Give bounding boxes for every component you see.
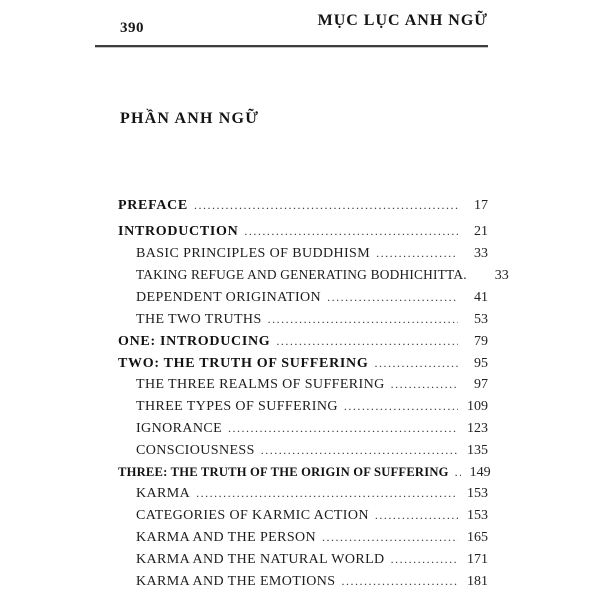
toc-entry-label: INTRODUCTION: [118, 223, 239, 239]
dot-leader: [196, 483, 458, 505]
toc-entry-page: 79: [474, 333, 488, 349]
toc-entry: [118, 195, 488, 217]
dot-leader: [455, 462, 461, 484]
dot-leader: [327, 287, 458, 309]
toc-entry-page: 153: [467, 486, 488, 502]
toc-entry: [118, 353, 488, 375]
toc-entry-label: ONE: INTRODUCING: [118, 333, 271, 349]
toc-entry-page: 109: [467, 399, 488, 415]
toc-entry-page: 21: [474, 223, 488, 239]
dot-leader: [344, 396, 458, 418]
toc-entry: [118, 243, 488, 265]
dot-leader: [374, 353, 458, 375]
dot-leader: [268, 309, 458, 331]
dot-leader: [391, 374, 458, 396]
toc-entry-page: 17: [474, 198, 488, 213]
toc-entry: [118, 527, 488, 549]
toc-entry: [118, 505, 488, 527]
toc-entry-label: PREFACE: [118, 198, 188, 213]
toc-entry-page: 181: [467, 573, 488, 589]
dot-leader: [228, 418, 458, 440]
toc-entry: [118, 331, 488, 353]
toc-entry-page: 153: [467, 508, 488, 524]
toc-entry-label: IGNORANCE: [136, 420, 223, 436]
section-heading: PHẦN ANH NGỮ: [120, 110, 260, 127]
toc-entry: [118, 287, 488, 309]
toc-entry-label: KARMA AND THE PERSON: [136, 529, 317, 545]
toc-entry: [118, 309, 488, 331]
toc-entry: [118, 440, 488, 462]
toc-entry-page: 97: [474, 377, 488, 393]
toc-entry: [118, 571, 488, 593]
toc-entry-label: KARMA AND THE EMOTIONS: [136, 573, 336, 589]
toc-entry-label: KARMA: [136, 486, 191, 502]
dot-leader: [342, 571, 459, 593]
toc-entry-label: CATEGORIES OF KARMIC ACTION: [136, 508, 369, 524]
page-number: 390: [120, 20, 144, 36]
toc-entry-page: 95: [474, 355, 488, 371]
toc-entry-page: 41: [474, 290, 488, 306]
toc-entry-page: 33: [494, 268, 509, 284]
toc-entry: [118, 549, 488, 571]
toc-entry-page: 53: [474, 311, 488, 327]
toc-entry-label: THREE: THE TRUTH OF THE ORIGIN OF SUFFERING: [118, 464, 449, 479]
toc-entry: [118, 462, 491, 484]
toc-entry: [118, 374, 488, 396]
dot-leader: [391, 549, 458, 571]
toc-entry-page: 123: [467, 420, 488, 436]
toc-entry: [118, 483, 488, 505]
dot-leader: [261, 440, 458, 462]
toc-entry-label: THREE TYPES OF SUFFERING: [136, 399, 338, 415]
toc-entry: [118, 396, 488, 418]
toc-entry-page: 149: [469, 464, 491, 480]
toc-entry: [118, 264, 509, 287]
dot-leader: [375, 505, 458, 527]
toc-entry: [118, 418, 488, 440]
toc-entry-label: KARMA AND THE NATURAL WORLD: [136, 551, 385, 567]
table-of-contents: [118, 195, 509, 592]
toc-entry-label: DEPENDENT ORIGINATION: [136, 290, 322, 306]
dot-leader: [194, 195, 458, 217]
toc-entry: [118, 221, 488, 243]
dot-leader: [322, 527, 458, 549]
header-rule: [95, 45, 488, 47]
toc-entry-label: TAKING REFUGE AND GENERATING BODHICHITTA.: [136, 267, 467, 283]
toc-entry-label: THE THREE REALMS OF SUFFERING: [136, 377, 385, 393]
toc-entry-label: TWO: THE TRUTH OF SUFFERING: [118, 355, 369, 371]
toc-entry-page: 33: [474, 245, 488, 261]
toc-entry-label: CONSCIOUSNESS: [136, 442, 255, 458]
dot-leader: [244, 221, 458, 243]
dot-leader: [276, 331, 458, 353]
toc-entry-label: THE TWO TRUTHS: [136, 311, 262, 327]
running-header-title: MỤC LỤC ANH NGỮ: [317, 12, 488, 29]
toc-entry-page: 171: [467, 551, 488, 567]
dot-leader: [376, 243, 458, 265]
toc-entry-page: 135: [467, 442, 488, 458]
toc-entry-label: BASIC PRINCIPLES OF BUDDHISM: [136, 245, 371, 261]
toc-entry-page: 165: [467, 529, 488, 545]
